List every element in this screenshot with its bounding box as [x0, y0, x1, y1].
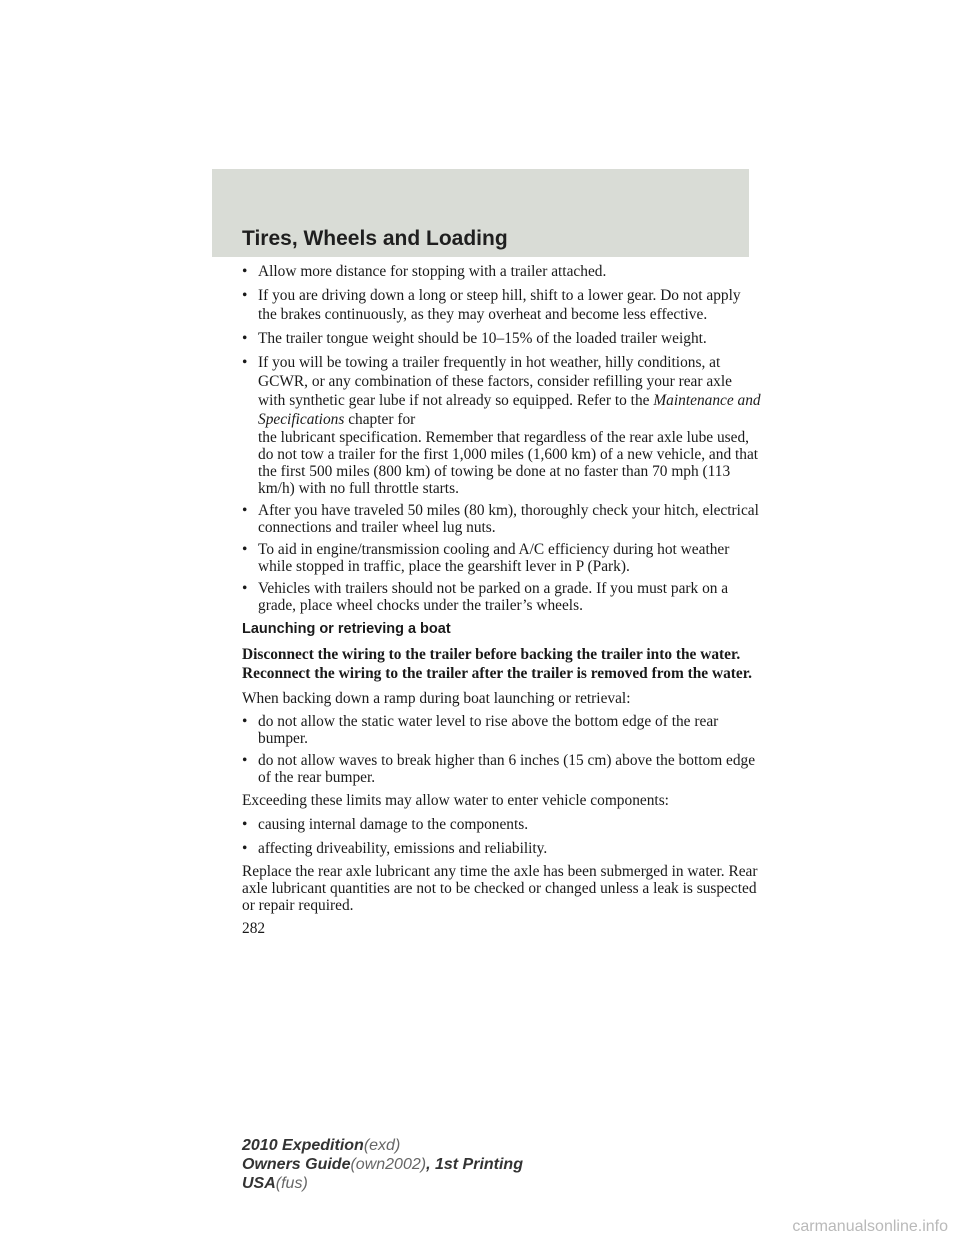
page-content — [242, 262, 762, 938]
bullet-text: chapter for — [348, 411, 416, 428]
chapter-reference: Maintenance and Specifications — [258, 392, 761, 428]
bullet-text: affecting driveability, emissions and reliability. — [258, 840, 548, 857]
bullet-item — [242, 713, 762, 747]
warning-text: Disconnect the wiring to the trailer before backing the trailer into the water. Reconnect the wiring to the trailer after the trailer is removed from the water. — [242, 646, 753, 682]
footer-line — [242, 1174, 523, 1193]
footer-guide: Owners Guide — [242, 1156, 351, 1173]
paragraph: Replace the rear axle lubricant any time the axle has been submerged in water. Rear axle lubricant quantities are not to be checked or changed unless a leak is suspected or repair required. — [242, 863, 758, 914]
bullet-glyph: • — [242, 354, 248, 371]
footer-printing: , 1st Printing — [426, 1156, 523, 1173]
paragraph: Exceeding these limits may allow water to enter vehicle components: — [242, 792, 669, 809]
footer-line — [242, 1155, 523, 1174]
bullet-item — [242, 329, 762, 348]
bullet-glyph: • — [242, 580, 248, 597]
bullet-text: do not allow the static water level to rise above the bottom edge of the rear bumper. — [258, 713, 719, 747]
bullet-text: Vehicles with trailers should not be parked on a grade. If you must park on a grade, place wheel chocks under the trailer’s wheels. — [258, 580, 729, 614]
bullet-item — [242, 286, 762, 324]
bullet-item — [242, 353, 762, 497]
bullet-glyph: • — [242, 502, 248, 519]
bullet-item — [242, 502, 762, 536]
bullet-item — [242, 262, 762, 281]
bullet-item — [242, 839, 762, 858]
footer-code: (fus) — [275, 1175, 308, 1192]
bullet-glyph: • — [242, 752, 248, 769]
bullet-text: Allow more distance for stopping with a trailer attached. — [258, 263, 607, 280]
bullet-text: The trailer tongue weight should be 10–15% of the loaded trailer weight. — [258, 330, 707, 347]
bullet-glyph: • — [242, 713, 248, 730]
bullet-text: After you have traveled 50 miles (80 km), thoroughly check your hitch, electrical connections and trailer wheel lug nuts. — [258, 502, 759, 536]
chapter-title: Tires, Wheels and Loading — [242, 227, 508, 250]
bullet-text: If you will be towing a trailer frequently in hot weather, hilly conditions, at GCWR, or any combination of these factors, consider refilling your rear axle with synthetic gear lube if not already so equipped. Refer to the — [258, 354, 732, 409]
section-heading: Launching or retrieving a boat — [242, 621, 451, 637]
footer-line — [242, 1136, 523, 1155]
bullet-item — [242, 815, 762, 834]
print-footer — [242, 1136, 523, 1193]
paragraph: When backing down a ramp during boat launching or retrieval: — [242, 690, 631, 707]
bullet-glyph: • — [242, 287, 248, 304]
bullet-glyph: • — [242, 840, 248, 857]
bullet-glyph: • — [242, 541, 248, 558]
bullet-item — [242, 541, 762, 575]
bullet-item — [242, 752, 762, 786]
footer-code: (own2002) — [350, 1156, 427, 1173]
bullet-text: do not allow waves to break higher than 6 inches (15 cm) above the bottom edge of the rear bumper. — [258, 752, 756, 786]
bullet-text: To aid in engine/transmission cooling and A/C efficiency during hot weather while stopped in traffic, place the gearshift lever in P (Park). — [258, 541, 730, 575]
bullet-glyph: • — [242, 330, 248, 347]
bullet-glyph: • — [242, 263, 248, 280]
footer-market: USA — [242, 1175, 276, 1192]
footer-model: 2010 Expedition — [242, 1137, 364, 1154]
page-number: 282 — [242, 920, 266, 937]
bullet-text: causing internal damage to the components. — [258, 816, 529, 833]
bullet-glyph: • — [242, 816, 248, 833]
bullet-item — [242, 580, 762, 614]
footer-code: (exd) — [363, 1137, 401, 1154]
bullet-text: If you are driving down a long or steep hill, shift to a lower gear. Do not apply the brakes continuously, as they may overheat and become less effective. — [258, 287, 741, 323]
chapter-header — [212, 169, 749, 257]
bullet-text: the lubricant specification. Remember that regardless of the rear axle lube used, do not tow a trailer for the first 1,000 miles (1,600 km) of a new vehicle, and that the first 500 miles (800 km) of towing be done at no faster than 70 mph (113 km/h) with no full throttle starts. — [258, 429, 759, 497]
watermark: carmanualsonline.info — [792, 1218, 948, 1235]
